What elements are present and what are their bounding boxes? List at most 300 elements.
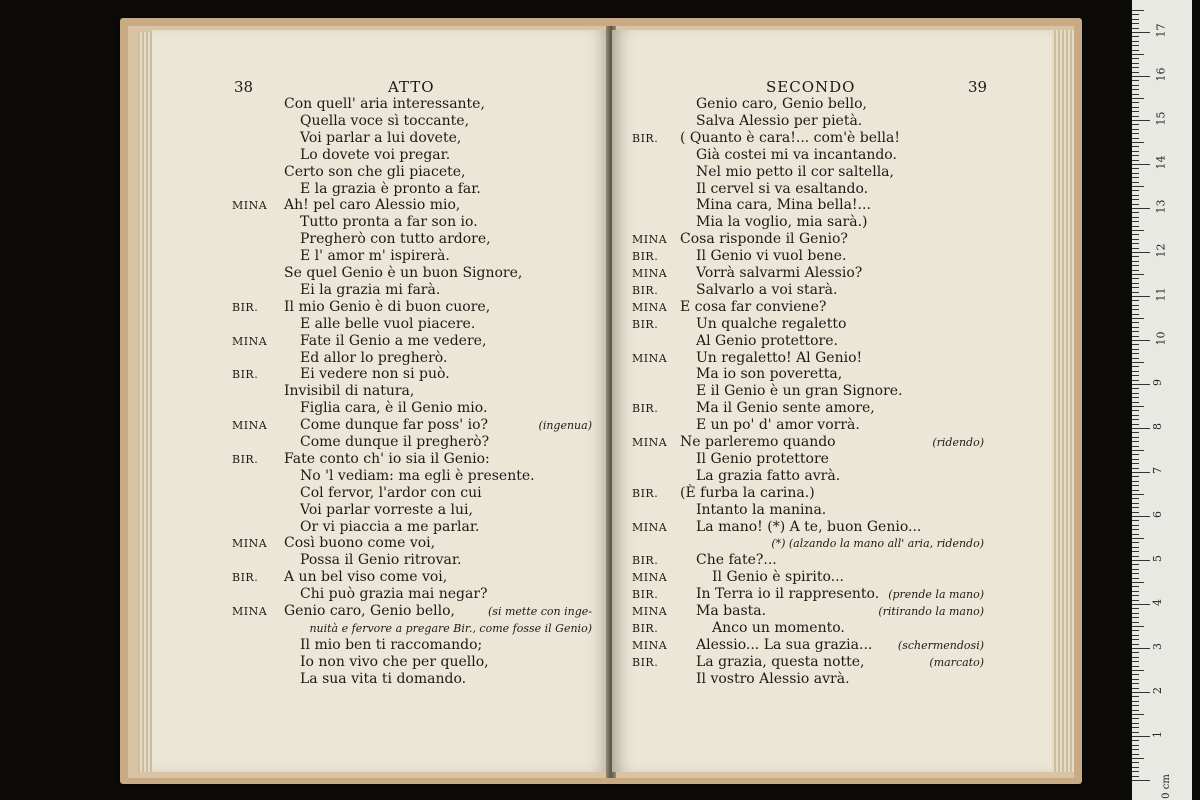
ruler-tick	[1132, 63, 1139, 64]
right-page-header: SECONDO	[766, 78, 856, 96]
ruler-tick	[1132, 415, 1139, 416]
text-line	[632, 333, 984, 350]
verse-line: Ei la grazia mi farà.	[300, 281, 441, 298]
ruler-tick	[1132, 85, 1139, 86]
speaker-name: MINA	[232, 199, 268, 213]
ruler-tick	[1132, 762, 1139, 763]
ruler-tick	[1132, 340, 1150, 341]
ruler-tick	[1132, 701, 1139, 702]
ruler-tick	[1132, 358, 1139, 359]
ruler-number: 3	[1151, 643, 1164, 650]
text-line	[232, 569, 592, 586]
text-line	[632, 552, 984, 569]
ruler-tick	[1132, 604, 1150, 605]
speaker-name: BIR.	[632, 317, 659, 331]
ruler-number: 4	[1151, 599, 1164, 606]
text-line	[632, 214, 984, 231]
speaker-name: BIR.	[632, 250, 659, 264]
text-line	[232, 214, 592, 231]
ruler-tick	[1132, 459, 1139, 460]
ruler-tick	[1132, 362, 1144, 363]
speaker-name: BIR.	[632, 655, 659, 669]
speaker-name: BIR.	[232, 300, 259, 314]
verse-line: Lo dovete voi pregar.	[300, 146, 451, 163]
text-line	[632, 96, 984, 113]
ruler-tick	[1132, 160, 1139, 161]
text-line	[632, 603, 984, 620]
ruler-tick	[1132, 749, 1139, 750]
ruler-tick	[1132, 380, 1139, 381]
ruler-tick	[1132, 648, 1150, 649]
text-line	[632, 400, 984, 417]
ruler-tick	[1132, 754, 1139, 755]
ruler-tick	[1132, 318, 1144, 319]
verse-line: Mia la voglio, mia sarà.)	[696, 214, 868, 231]
text-line	[232, 96, 592, 113]
ruler-tick	[1132, 463, 1139, 464]
ruler-tick	[1132, 578, 1139, 579]
ruler-tick	[1132, 679, 1139, 680]
ruler-tick	[1132, 450, 1144, 451]
verse-line: Come dunque il pregherò?	[300, 434, 490, 450]
speaker-name: BIR.	[632, 131, 659, 145]
left-page	[152, 30, 610, 772]
ruler-tick	[1132, 551, 1139, 552]
speaker-name: MINA	[232, 334, 268, 348]
speaker-name: MINA	[632, 436, 668, 449]
ruler-tick	[1132, 151, 1139, 152]
ruler-tick	[1132, 116, 1139, 117]
ruler-tick	[1132, 28, 1139, 29]
speaker-name: MINA	[232, 419, 268, 433]
ruler-tick	[1132, 732, 1139, 733]
text-line	[632, 637, 984, 654]
ruler-tick	[1132, 767, 1139, 768]
ruler-number: 9	[1151, 379, 1164, 386]
ruler-tick	[1132, 256, 1139, 257]
stage-direction: nuità e fervore a pregare Bir., come fosse il Genio)	[309, 621, 592, 635]
speaker-name: BIR.	[632, 588, 659, 602]
ruler-tick	[1132, 538, 1144, 539]
speaker-name: BIR.	[632, 283, 659, 297]
ruler-tick	[1132, 437, 1139, 438]
ruler-tick	[1132, 622, 1139, 623]
ruler-tick	[1132, 296, 1150, 297]
text-line	[232, 147, 592, 164]
text-line	[632, 350, 984, 367]
speaker-name: BIR.	[232, 571, 259, 585]
text-line	[232, 181, 592, 198]
verse-line: Anco un momento.	[712, 619, 845, 636]
ruler-tick	[1132, 366, 1139, 367]
verse-line: Chi può grazia mai negar?	[300, 586, 488, 603]
verse-line: Pregherò con tutto ardore,	[300, 231, 491, 248]
ruler-tick	[1132, 652, 1139, 653]
verse-line: (È furba la carina.)	[680, 484, 815, 501]
text-line	[632, 366, 984, 383]
verse-line: Già costei mi va incantando.	[696, 146, 897, 163]
ruler-tick	[1132, 446, 1139, 447]
ruler-tick	[1132, 120, 1150, 121]
ruler-tick	[1132, 644, 1139, 645]
verse-line: Il Genio vi vuol bene.	[696, 248, 847, 265]
verse-line: Voi parlar a lui dovete,	[300, 129, 462, 146]
verse-line: Così buono come voi,	[284, 535, 436, 552]
ruler-tick	[1132, 723, 1139, 724]
verse-line: Or vi piaccia a me parlar.	[300, 518, 480, 535]
ruler-tick	[1132, 419, 1139, 420]
ruler-tick	[1132, 322, 1139, 323]
verse-line: Che fate?...	[696, 552, 777, 569]
ruler-tick	[1132, 771, 1139, 772]
ruler-tick	[1132, 208, 1150, 209]
ruler-tick	[1132, 547, 1139, 548]
verse-line: Genio caro, Genio bello,	[284, 603, 455, 619]
ruler-number: 17	[1154, 23, 1168, 38]
verse-line: In Terra io il rappresento.	[696, 586, 880, 603]
verse-line: Fate conto ch' io sia il Genio:	[284, 450, 490, 467]
text-line	[232, 350, 592, 367]
ruler-tick	[1132, 692, 1150, 693]
ruler-tick	[1132, 490, 1139, 491]
text-line	[232, 333, 592, 350]
verse-line: Il Genio protettore	[696, 450, 829, 467]
ruler-tick	[1132, 688, 1139, 689]
text-line	[232, 113, 592, 130]
text-line	[232, 586, 592, 603]
ruler-tick	[1132, 776, 1139, 777]
text-line	[632, 535, 984, 552]
verse-line: Cosa risponde il Genio?	[680, 231, 848, 248]
ruler-tick	[1132, 177, 1139, 178]
text-line	[232, 130, 592, 147]
ruler-unit-label: 0 cm	[1160, 774, 1172, 799]
ruler-tick	[1132, 10, 1144, 11]
speaker-name: MINA	[632, 300, 668, 314]
text-line	[632, 130, 984, 147]
ruler-tick	[1132, 705, 1139, 706]
ruler-tick	[1132, 507, 1139, 508]
ruler-number: 12	[1154, 243, 1168, 258]
ruler-tick	[1132, 54, 1144, 55]
speaker-name: MINA	[632, 638, 668, 652]
verse-line: Fate il Genio a me vedere,	[300, 332, 487, 349]
ruler-number: 1	[1151, 731, 1164, 738]
verse-line: Ei vedere non si può.	[300, 366, 450, 383]
text-line	[232, 620, 592, 637]
text-line	[632, 654, 984, 671]
speaker-name: BIR.	[232, 452, 259, 466]
verse-line: E cosa far conviene?	[680, 298, 827, 315]
ruler-tick	[1132, 146, 1139, 147]
ruler-tick	[1132, 520, 1139, 521]
ruler-tick	[1132, 582, 1144, 583]
verse-line: No 'l vediam: ma egli è presente.	[300, 467, 535, 484]
ruler-tick	[1132, 349, 1139, 350]
ruler-tick	[1132, 226, 1139, 227]
ruler-tick	[1132, 336, 1139, 337]
text-line	[232, 417, 592, 434]
ruler-number: 16	[1154, 67, 1168, 82]
ruler-tick	[1132, 441, 1139, 442]
text-line	[232, 197, 592, 214]
stage-direction: (si mette con inge-	[488, 605, 592, 618]
ruler-tick	[1132, 195, 1139, 196]
text-line	[632, 383, 984, 400]
ruler-tick	[1132, 569, 1139, 570]
ruler-tick	[1132, 617, 1139, 618]
ruler-tick	[1132, 252, 1150, 253]
ruler-tick	[1132, 72, 1139, 73]
ruler-tick	[1132, 292, 1139, 293]
speaker-name: BIR.	[632, 621, 659, 635]
ruler-number: 15	[1154, 111, 1168, 126]
ruler-tick	[1132, 243, 1139, 244]
verse-line: Io non vivo che per quello,	[300, 653, 489, 670]
verse-line: E un po' d' amor vorrà.	[696, 417, 860, 434]
ruler-tick	[1132, 454, 1139, 455]
left-page-header: ATTO	[388, 78, 435, 96]
ruler-tick	[1132, 586, 1139, 587]
verse-line: Vorrà salvarmi Alessio?	[696, 265, 863, 281]
ruler-tick	[1132, 758, 1144, 759]
text-line	[232, 654, 592, 671]
verse-line: Nel mio petto il cor saltella,	[696, 163, 894, 180]
ruler-tick	[1132, 393, 1139, 394]
text-line	[632, 434, 984, 451]
ruler-tick	[1132, 591, 1139, 592]
verse-line: Il mio ben ti raccomando;	[300, 636, 483, 653]
text-line	[632, 181, 984, 198]
verse-line: Invisibil di natura,	[284, 383, 415, 400]
text-line	[232, 552, 592, 569]
ruler-tick	[1132, 718, 1139, 719]
ruler-tick	[1132, 630, 1139, 631]
ruler-tick	[1132, 481, 1139, 482]
ruler-tick	[1132, 635, 1139, 636]
verse-line: Il cervel si va esaltando.	[696, 180, 869, 197]
ruler-number: 8	[1151, 423, 1164, 430]
ruler-tick	[1132, 182, 1139, 183]
ruler-tick	[1132, 564, 1139, 565]
text-line	[232, 400, 592, 417]
ruler-tick	[1132, 476, 1139, 477]
verse-line: Salva Alessio per pietà.	[696, 112, 863, 129]
verse-line: Un qualche regaletto	[696, 315, 847, 332]
verse-line: Ma basta.	[696, 603, 767, 619]
verse-line: Il vostro Alessio avrà.	[696, 670, 850, 687]
ruler-tick	[1132, 314, 1139, 315]
ruler-tick	[1132, 696, 1139, 697]
text-line	[232, 383, 592, 400]
speaker-name: MINA	[632, 267, 668, 280]
ruler-tick	[1132, 212, 1139, 213]
ruler-tick	[1132, 406, 1144, 407]
ruler-tick	[1132, 525, 1139, 526]
ruler-tick	[1132, 432, 1139, 433]
text-line	[632, 451, 984, 468]
ruler-tick	[1132, 727, 1139, 728]
stage-direction: (ridendo)	[932, 436, 984, 449]
ruler-tick	[1132, 780, 1150, 781]
text-line	[232, 485, 592, 502]
ruler-tick	[1132, 375, 1139, 376]
ruler-tick	[1132, 309, 1139, 310]
verse-line: Al Genio protettore.	[696, 332, 838, 349]
speaker-name: MINA	[632, 351, 668, 365]
ruler-tick	[1132, 512, 1139, 513]
verse-line: Ah! pel caro Alessio mio,	[284, 197, 461, 214]
speaker-name: BIR.	[632, 554, 659, 568]
ruler-tick	[1132, 142, 1144, 143]
verse-line: Certo son che gli piacete,	[284, 163, 466, 180]
text-line	[232, 366, 592, 383]
ruler-tick	[1132, 472, 1150, 473]
ruler-tick	[1132, 261, 1139, 262]
text-line	[632, 282, 984, 299]
ruler-tick	[1132, 41, 1139, 42]
ruler-tick	[1132, 287, 1139, 288]
text-line	[232, 603, 592, 620]
text-line	[232, 451, 592, 468]
verse-line: A un bel viso come voi,	[284, 569, 448, 586]
right-page	[612, 30, 1052, 772]
speaker-name: MINA	[632, 605, 668, 618]
ruler-tick	[1132, 204, 1139, 205]
ruler-tick	[1132, 14, 1139, 15]
ruler-tick	[1132, 353, 1139, 354]
ruler-tick	[1132, 534, 1139, 535]
ruler-tick	[1132, 402, 1139, 403]
text-line	[632, 299, 984, 316]
ruler-tick	[1132, 23, 1139, 24]
text-line	[232, 248, 592, 265]
verse-line: Alessio... La sua grazia...	[696, 636, 873, 653]
ruler-tick	[1132, 168, 1139, 169]
ruler-tick	[1132, 270, 1139, 271]
ruler-tick	[1132, 613, 1139, 614]
ruler-tick	[1132, 239, 1139, 240]
ruler-tick	[1132, 608, 1139, 609]
ruler-tick	[1132, 221, 1139, 222]
ruler-tick	[1132, 516, 1150, 517]
verse-line: Quella voce sì toccante,	[300, 112, 470, 129]
text-line	[632, 265, 984, 282]
verse-line: E l' amor m' ispirerà.	[300, 248, 450, 265]
verse-line: La mano! (*) A te, buon Genio...	[696, 518, 922, 535]
ruler-tick	[1132, 714, 1144, 715]
ruler-tick	[1132, 230, 1144, 231]
ruler-tick	[1132, 600, 1139, 601]
ruler-number: 7	[1151, 467, 1164, 474]
stage-direction: (*) (alzando la mano all' aria, ridendo)	[771, 537, 984, 551]
stage-direction: (prende la mano)	[888, 588, 984, 602]
verse-line: Un regaletto! Al Genio!	[696, 349, 863, 366]
ruler-tick	[1132, 305, 1139, 306]
ruler-tick	[1132, 67, 1139, 68]
right-page-edges	[1052, 30, 1074, 772]
verse-line: Il Genio è spirito...	[712, 569, 844, 586]
text-line	[632, 671, 984, 688]
text-line	[632, 164, 984, 181]
ruler-tick	[1132, 190, 1139, 191]
speaker-name: BIR.	[632, 486, 659, 500]
ruler-tick	[1132, 274, 1144, 275]
ruler-tick	[1132, 674, 1139, 675]
measuring-ruler	[1132, 0, 1192, 800]
text-line	[632, 485, 984, 502]
speaker-name: MINA	[632, 571, 668, 585]
text-line	[632, 147, 984, 164]
ruler-tick	[1132, 331, 1139, 332]
stage-direction: (marcato)	[929, 655, 984, 669]
verse-line: Come dunque far poss' io?	[300, 417, 489, 434]
ruler-tick	[1132, 657, 1139, 658]
ruler-tick	[1132, 670, 1144, 671]
ruler-tick	[1132, 745, 1139, 746]
text-line	[632, 197, 984, 214]
ruler-number: 6	[1151, 511, 1164, 518]
text-line	[232, 434, 592, 451]
verse-line: Ma io son poveretta,	[696, 366, 843, 383]
ruler-tick	[1132, 36, 1139, 37]
verse-line: Genio caro, Genio bello,	[696, 96, 867, 112]
ruler-tick	[1132, 485, 1139, 486]
verse-line: Figlia cara, è il Genio mio.	[300, 400, 488, 417]
verse-line: La grazia fatto avrà.	[696, 467, 841, 484]
ruler-tick	[1132, 89, 1139, 90]
ruler-tick	[1132, 186, 1144, 187]
ruler-tick	[1132, 529, 1139, 530]
ruler-tick	[1132, 129, 1139, 130]
speaker-name: BIR.	[232, 368, 259, 382]
left-page-number: 38	[234, 78, 254, 96]
verse-line: La sua vita ti domando.	[300, 670, 467, 687]
ruler-number: 10	[1154, 331, 1168, 346]
ruler-tick	[1132, 560, 1150, 561]
text-line	[632, 569, 984, 586]
text-line	[632, 113, 984, 130]
ruler-tick	[1132, 371, 1139, 372]
ruler-tick	[1132, 133, 1139, 134]
ruler-tick	[1132, 573, 1139, 574]
text-line	[632, 502, 984, 519]
verse-line: Ne parleremo quando	[680, 434, 836, 450]
ruler-tick	[1132, 542, 1139, 543]
text-line	[232, 231, 592, 248]
text-line	[632, 468, 984, 485]
ruler-tick	[1132, 124, 1139, 125]
text-line	[232, 164, 592, 181]
verse-line: ( Quanto è cara!... com'è bella!	[680, 129, 900, 146]
ruler-tick	[1132, 384, 1150, 385]
verse-line: E il Genio è un gran Signore.	[696, 383, 903, 400]
ruler-number: 5	[1151, 555, 1164, 562]
ruler-tick	[1132, 344, 1139, 345]
text-line	[632, 519, 984, 536]
ruler-tick	[1132, 428, 1150, 429]
right-page-number: 39	[968, 78, 988, 96]
verse-line: La grazia, questa notte,	[696, 653, 865, 670]
ruler-tick	[1132, 107, 1139, 108]
speaker-name: MINA	[232, 605, 268, 618]
speaker-name: MINA	[632, 520, 668, 534]
speaker-name: BIR.	[632, 402, 659, 416]
ruler-tick	[1132, 98, 1144, 99]
verse-line: Ed allor lo pregherò.	[300, 349, 448, 366]
ruler-number: 14	[1154, 155, 1168, 170]
text-line	[632, 248, 984, 265]
